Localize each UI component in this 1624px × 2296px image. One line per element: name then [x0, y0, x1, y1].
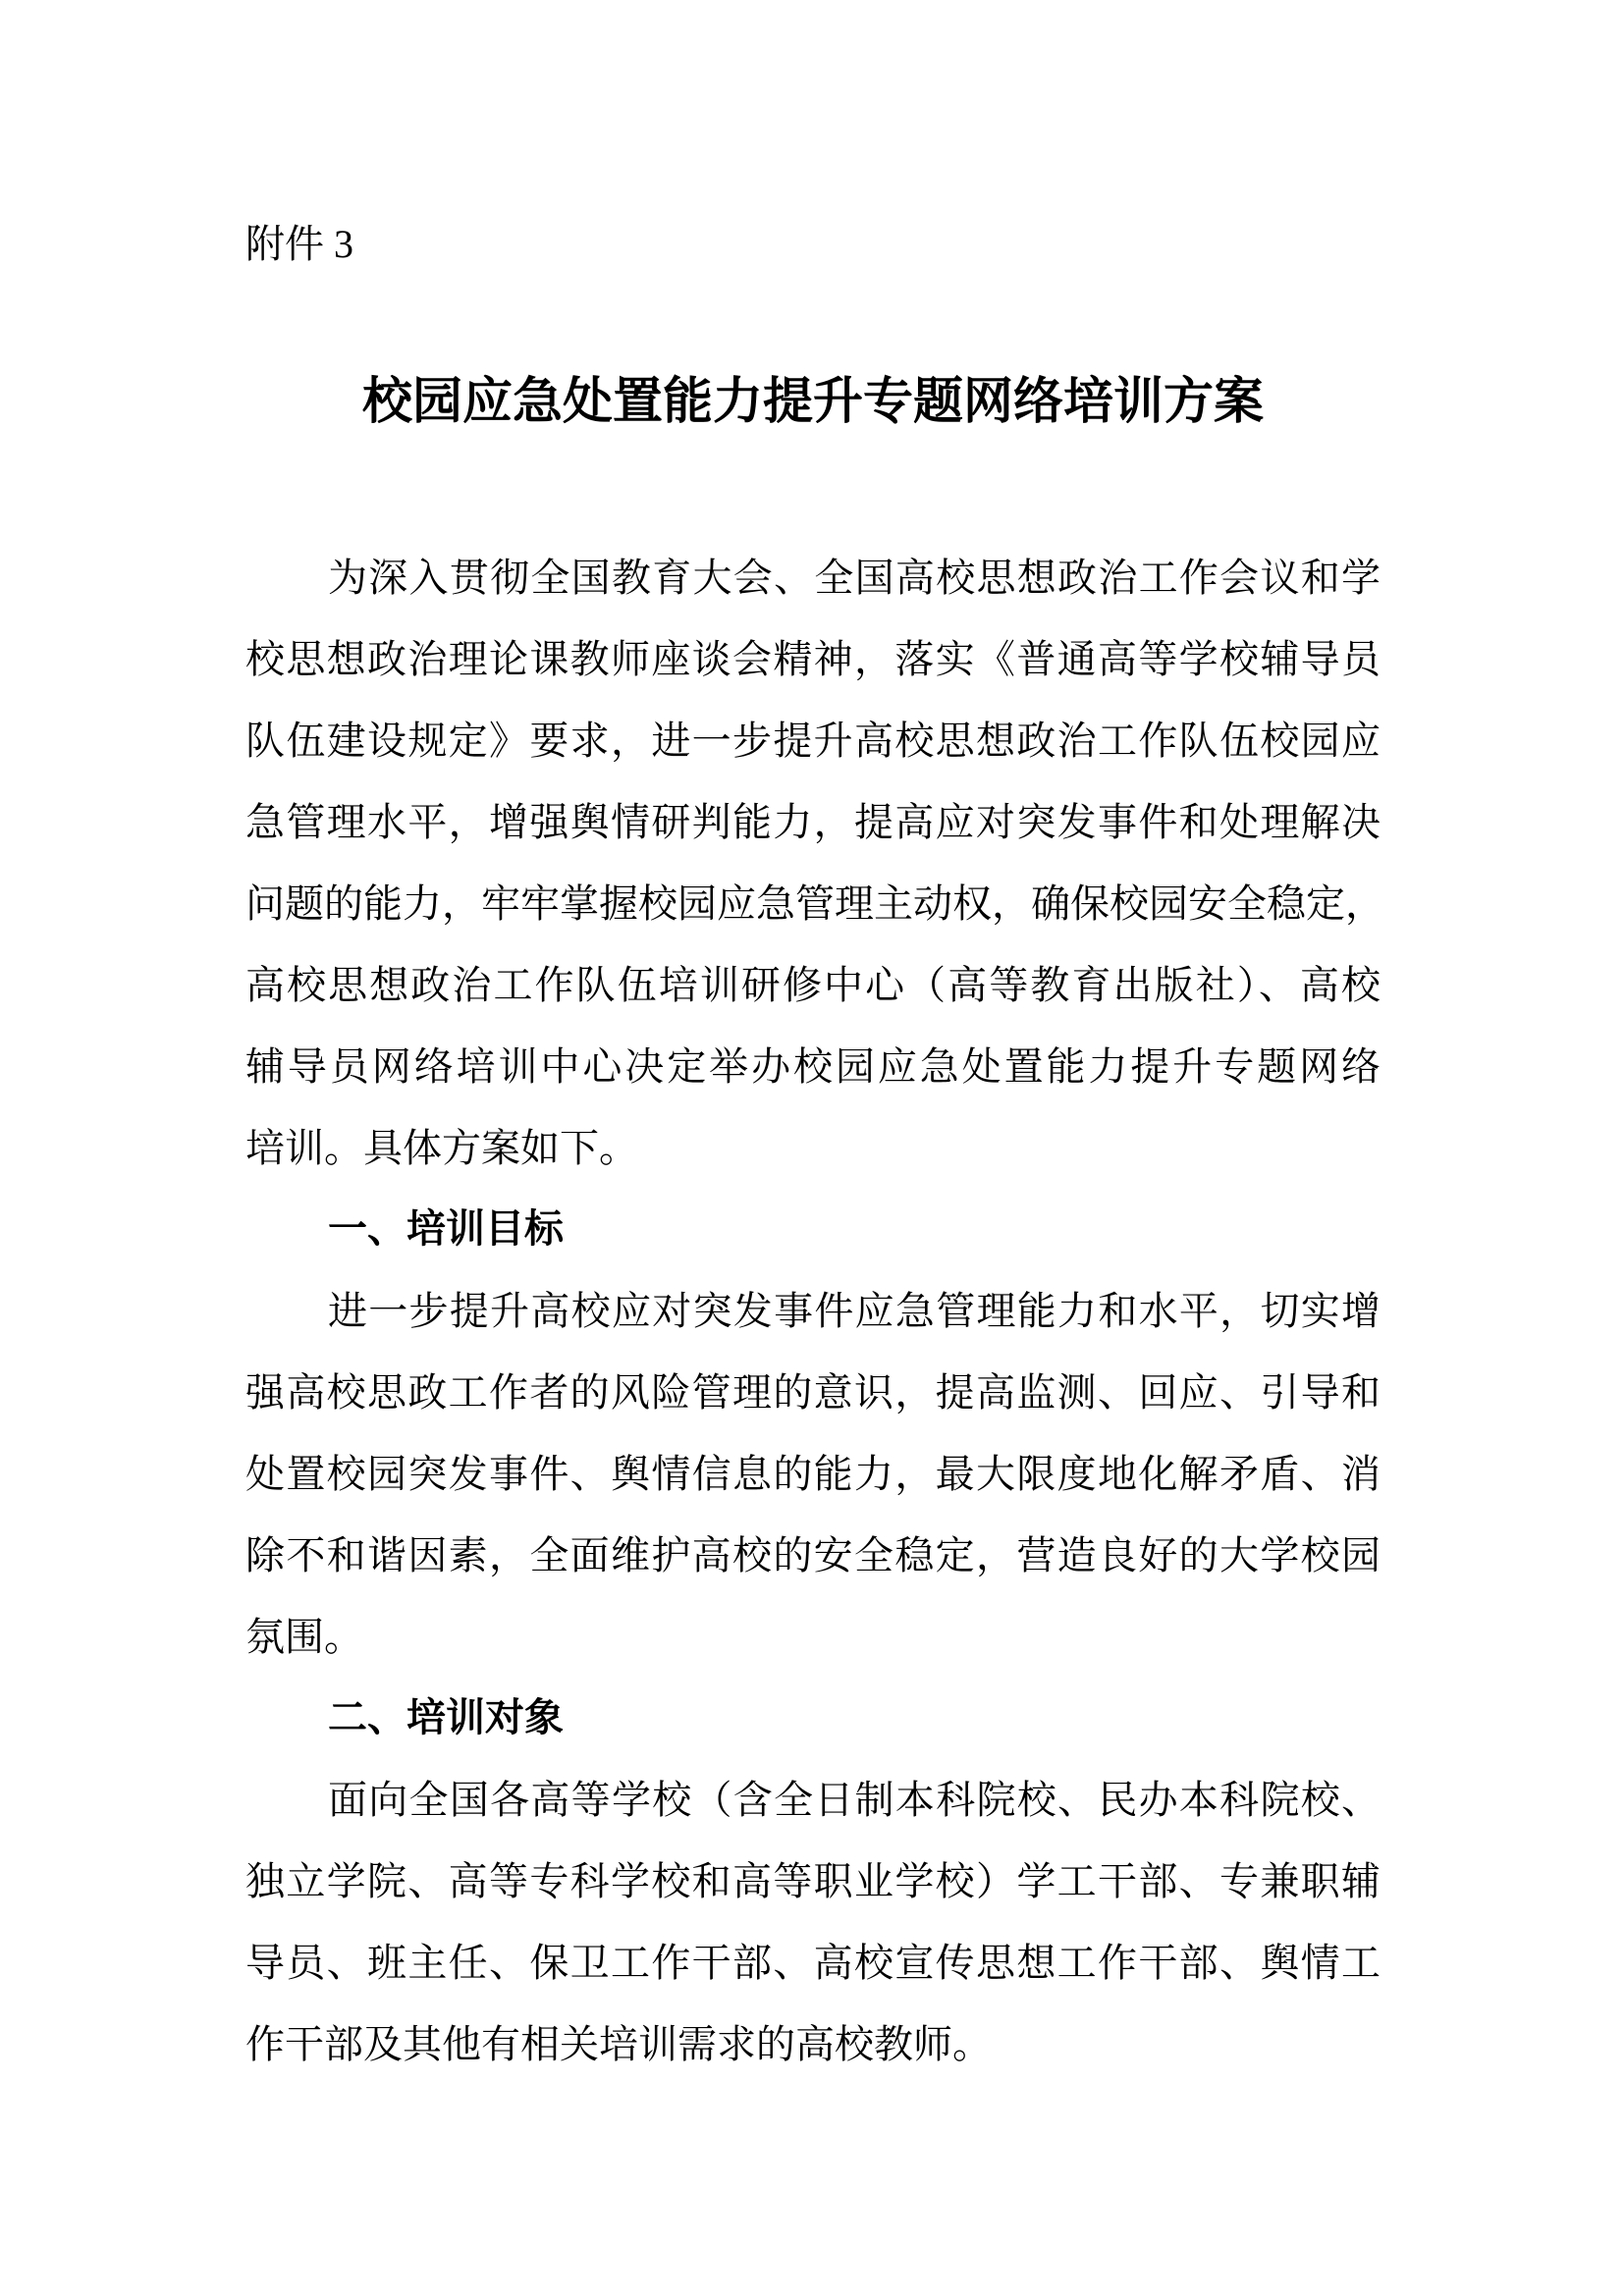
document-content	[245, 0, 1384, 2085]
text-line: 面向全国各高等学校（含全日制本科院校、民办本科院校、	[328, 1778, 1380, 1822]
section-heading-training-audience: 二、培训对象	[328, 1696, 564, 1739]
text-line: 为深入贯彻全国教育大会、全国高校思想政治工作会议和学	[328, 556, 1380, 600]
text-line: 氛围。	[245, 1615, 363, 1659]
text-line: 除不和谐因素，全面维护高校的安全稳定，营造良好的大学校园	[245, 1533, 1380, 1577]
section-heading-training-goal: 一、培训目标	[328, 1207, 564, 1251]
text-line: 培训。具体方案如下。	[245, 1126, 638, 1170]
document-title: 校园应急处置能力提升专题网络培训方案	[361, 375, 1264, 430]
text-line: 队伍建设规定》要求，进一步提升高校思想政治工作队伍校园应	[245, 719, 1380, 763]
text-line: 高校思想政治工作队伍培训研修中心（高等教育出版社）、高校	[245, 963, 1380, 1007]
text-line: 问题的能力，牢牢掌握校园应急管理主动权，确保校园安全稳定，	[245, 881, 1384, 926]
text-line: 校思想政治理论课教师座谈会精神，落实《普通高等学校辅导员	[245, 637, 1380, 681]
text-line: 强高校思政工作者的风险管理的意识，提高监测、回应、引导和	[245, 1370, 1380, 1415]
document-body	[245, 537, 1384, 2085]
text-line: 独立学院、高等专科学校和高等职业学校）学工干部、专兼职辅	[245, 1859, 1380, 1903]
text-line: 作干部及其他有相关培训需求的高校教师。	[245, 2022, 992, 2066]
text-line: 急管理水平，增强舆情研判能力，提高应对突发事件和处理解决	[245, 800, 1380, 844]
text-line: 辅导员网络培训中心决定举办校园应急处置能力提升专题网络	[245, 1044, 1380, 1089]
text-line: 处置校园突发事件、舆情信息的能力，最大限度地化解矛盾、消	[245, 1452, 1380, 1496]
attachment-label: 附件 3	[245, 222, 353, 266]
text-line: 进一步提升高校应对突发事件应急管理能力和水平，切实增	[328, 1289, 1380, 1333]
text-line: 导员、班主任、保卫工作干部、高校宣传思想工作干部、舆情工	[245, 1941, 1380, 1985]
